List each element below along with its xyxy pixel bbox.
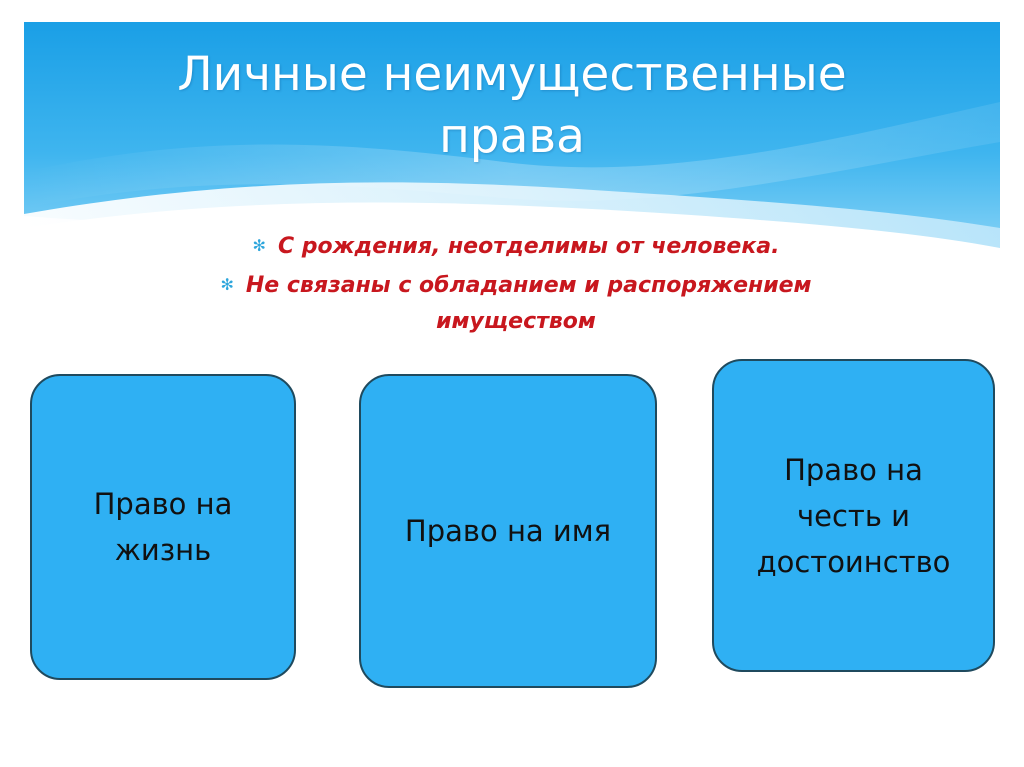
slide-title-line-1: Личные неимущественные xyxy=(177,47,847,102)
slide-title-line-2: права xyxy=(439,109,585,164)
bullet-item xyxy=(144,267,864,338)
card-text-line: жизнь xyxy=(114,533,212,567)
right-card-honor-dignity xyxy=(712,359,995,672)
card-text-line: достоинство xyxy=(756,544,951,579)
card-text-line: Право на xyxy=(93,487,233,521)
right-card-life xyxy=(30,374,296,680)
asterisk-bullet-icon: ✻ xyxy=(252,236,266,255)
bullet-list xyxy=(144,228,864,338)
bullet-item xyxy=(144,228,864,267)
slide xyxy=(24,22,1000,750)
bullet-text-continuation: имуществом xyxy=(436,309,596,334)
asterisk-bullet-icon: ✻ xyxy=(220,275,234,294)
slide-title xyxy=(24,44,1000,168)
right-card-name xyxy=(359,374,657,688)
card-text-line: Право на xyxy=(784,452,923,487)
bullet-text: Не связаны с обладанием и распоряжением xyxy=(245,273,812,298)
bullet-text: С рождения, неотделимы от человека. xyxy=(277,234,780,259)
card-text-line: Право на имя xyxy=(404,514,612,548)
card-text-line: честь и xyxy=(797,498,910,533)
